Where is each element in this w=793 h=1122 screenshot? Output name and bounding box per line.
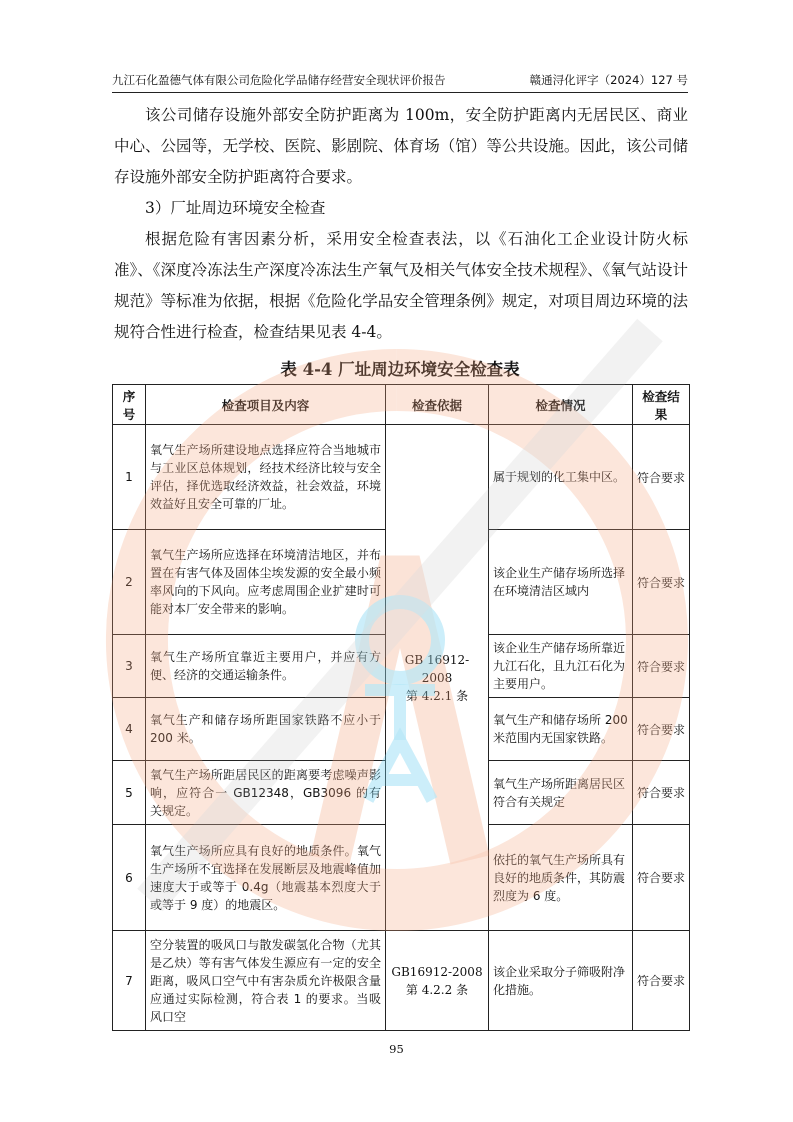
row-status: 属于规划的化工集中区。 [489,425,633,530]
row-number: 1 [113,425,146,530]
row-result: 符合要求 [633,530,690,635]
row-status: 氧气生产场所距离居民区符合有关规定 [489,761,633,825]
row-result: 符合要求 [633,698,690,761]
table-row [113,931,690,1031]
row-item: 空分装置的吸风口与散发碳氢化合物（尤其是乙炔）等有害气体发生源应有一定的安全距离，吸风口空气中有害杂质允许极限含量应通过实际检测，符合表 1 的要求。当吸风口空 [146,931,386,1031]
row-basis: GB16912-2008 第 4.2.2 条 [386,931,489,1031]
row-result: 符合要求 [633,825,690,931]
row-result: 符合要求 [633,425,690,530]
row-number: 6 [113,825,146,931]
row-number: 5 [113,761,146,825]
row-item: 氧气生产场所应具有良好的地质条件。氧气生产场所不宜选择在发展断层及地震峰值加速度大于或等于 0.4g（地震基本烈度大于或等于 9 度）的地震区。 [146,825,386,931]
row-item: 氧气生产和储存场所距国家铁路不应小于 200 米。 [146,698,386,761]
row-number: 2 [113,530,146,635]
row-result: 符合要求 [633,761,690,825]
column-header-item: 检查项目及内容 [146,385,386,425]
paragraph-method: 根据危险有害因素分析，采用安全检查表法，以《石油化工企业设计防火标准》、《深度冷冻法生产深度冷冻法生产氧气及相关气体安全技术规程》、《氧气站设计规范》等标准为依据，根据《危险化学品安全管理条例》规定，对项目周边环境的法规符合性进行检查，检查结果见表 4-4。 [114,230,688,341]
column-header-basis: 检查依据 [386,385,489,425]
column-header-status: 检查情况 [489,385,633,425]
page-header [112,70,688,90]
page-number: 95 [389,1042,404,1056]
table-title: 表 4-4 厂址周边环境安全检查表 [280,360,520,379]
header-report-number: 赣通浔化评字（2024）127 号 [529,73,688,87]
safety-check-table [112,384,690,1031]
row-status: 依托的氧气生产场所具有良好的地质条件，其防震烈度为 6 度。 [489,825,633,931]
row-item: 氧气生产场所距居民区的距离要考虑噪声影响，应符合一 GB12348，GB3096 的有关规定。 [146,761,386,825]
row-status: 该企业生产储存场所靠近九江石化，且九江石化为主要用户。 [489,635,633,698]
row-item: 氧气生产场所应选择在环境清洁地区，并布置在有害气体及固体尘埃发源的安全最小频率风向的下风向。应考虑周围企业扩建时可能对本厂安全带来的影响。 [146,530,386,635]
section-heading: 3）厂址周边环境安全检查 [145,199,326,217]
row-number: 3 [113,635,146,698]
body-text [114,100,688,348]
table-row [113,425,690,530]
row-number: 7 [113,931,146,1031]
column-header-no: 序号 [113,385,146,425]
row-item: 氧气生产场所宜靠近主要用户，并应有方便、经济的交通运输条件。 [146,635,386,698]
row-status: 氧气生产和储存场所 200 米范围内无国家铁路。 [489,698,633,761]
column-header-result: 检查结果 [633,385,690,425]
row-status: 该企业生产储存场所选择在环境清洁区域内 [489,530,633,635]
row-result: 符合要求 [633,931,690,1031]
paragraph-protection-distance: 该公司储存设施外部安全防护距离为 100m，安全防护距离内无居民区、商业中心、公园等，无学校、医院、影剧院、体育场（馆）等公共设施。因此，该公司储存设施外部安全防护距离符合要求。 [114,106,688,186]
row-status: 该企业采取分子筛吸附净化措施。 [489,931,633,1031]
row-result: 符合要求 [633,635,690,698]
header-divider [112,92,688,93]
header-report-title: 九江石化盈德气体有限公司危险化学品储存经营安全现状评价报告 [112,73,446,87]
row-item: 氧气生产场所建设地点选择应符合当地城市与工业区总体规划，经技术经济比较与安全评估，择优选取经济效益，社会效益，环境效益好且安全可靠的厂址。 [146,425,386,530]
table-header-row [113,385,690,425]
row-basis: GB 16912-2008 第 4.2.1 条 [386,425,489,931]
row-number: 4 [113,698,146,761]
